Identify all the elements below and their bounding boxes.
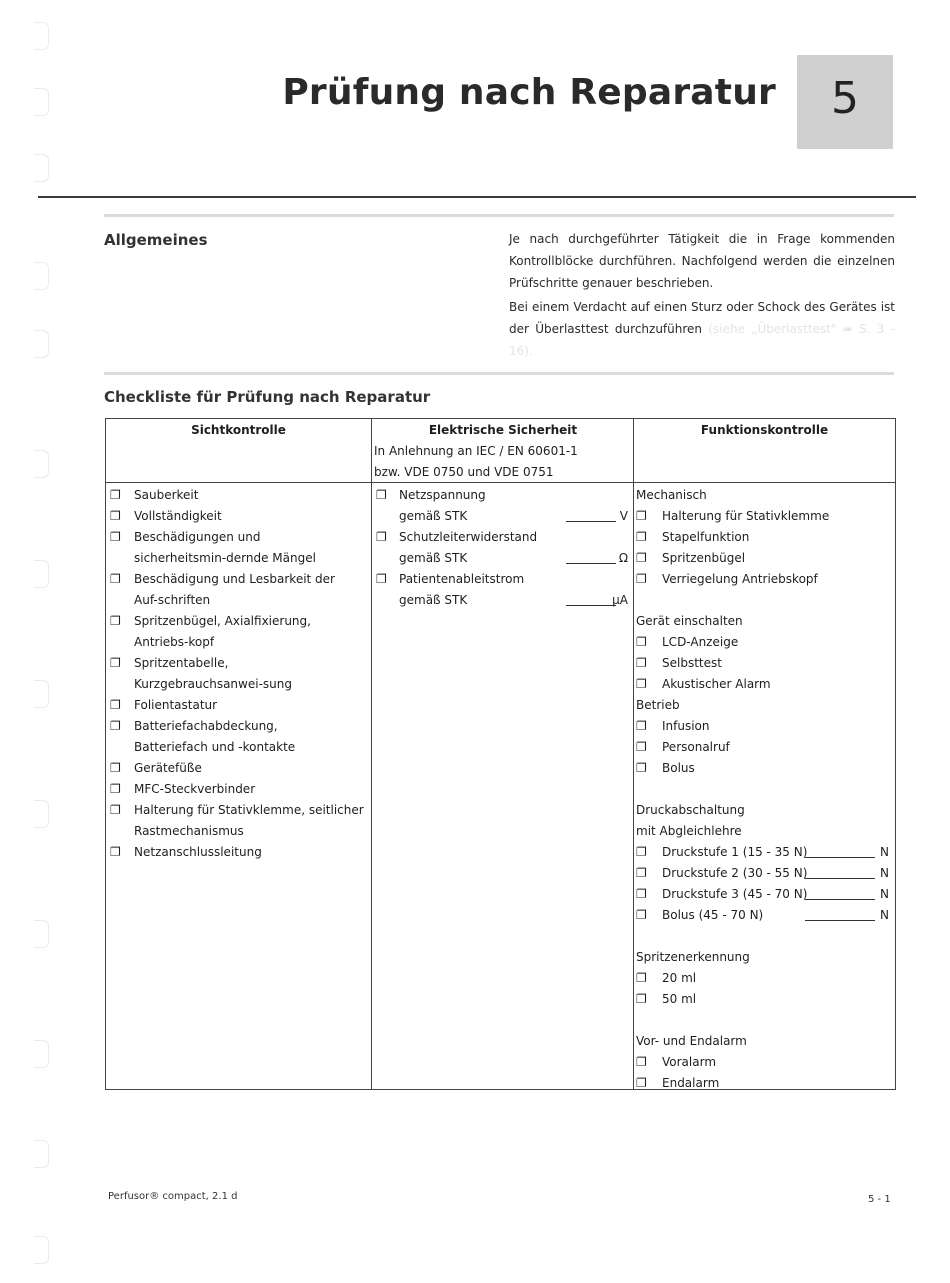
binder-mark: [34, 680, 49, 708]
checkbox[interactable]: ❐: [636, 740, 647, 754]
checklist-item: [634, 842, 895, 863]
unit-label: V: [619, 509, 628, 523]
binder-mark: [34, 560, 49, 588]
column-title: Funktionskontrolle: [700, 423, 829, 437]
item-label: Halterung für Stativklemme: [662, 509, 830, 523]
item-label: Bolus: [662, 761, 695, 775]
item-label: Spritzentabelle, Kurzgebrauchsanwei-sung: [134, 656, 292, 691]
item-label: Spritzenbügel: [662, 551, 746, 565]
item-label: Gerätefüße: [134, 761, 202, 775]
column-subtitle: In Anlehnung an IEC / EN 60601-1: [374, 444, 578, 458]
checklist-item: [372, 527, 634, 548]
group-label: Betrieb: [636, 698, 680, 712]
chapter-number: 5: [831, 73, 859, 124]
checklist-item: [634, 989, 895, 1010]
checklist-item: [634, 968, 895, 989]
group-label: Vor- und Endalarm: [636, 1034, 747, 1048]
item-label: Endalarm: [662, 1076, 720, 1090]
checkbox[interactable]: ❐: [636, 656, 647, 670]
section-divider: [104, 372, 894, 375]
checkbox[interactable]: ❐: [110, 719, 121, 733]
checklist-item: [634, 674, 895, 695]
checkbox[interactable]: ❐: [110, 803, 121, 817]
checklist-item: [634, 758, 895, 779]
item-label: Druckstufe 2 (30 - 55 N): [662, 866, 808, 880]
checklist-item: [106, 842, 371, 863]
checkbox[interactable]: ❐: [110, 572, 121, 586]
measurement-row: [372, 548, 634, 569]
checklist-item: [106, 506, 371, 527]
unit-label: µA: [612, 593, 628, 607]
item-label: Vollständigkeit: [134, 509, 222, 523]
measurement-row: [372, 590, 634, 611]
binder-mark: [34, 920, 49, 948]
checklist-item: [634, 905, 895, 926]
item-sublabel: gemäß STK: [399, 551, 468, 565]
checkbox[interactable]: ❐: [636, 761, 647, 775]
binder-mark: [34, 154, 49, 182]
checklist-item: [372, 485, 634, 506]
item-label: Sauberkeit: [134, 488, 199, 502]
checklist-item: [634, 632, 895, 653]
measurement-field[interactable]: [805, 842, 875, 858]
column-header: [372, 419, 634, 483]
item-label: Patientenableitstrom: [399, 572, 525, 586]
group-label: mit Abgleichlehre: [636, 824, 742, 838]
checkbox[interactable]: ❐: [636, 635, 647, 649]
checklist-table: [105, 418, 896, 1090]
column-funktionskontrolle: [633, 419, 895, 1089]
item-label: Druckstufe 3 (45 - 70 N): [662, 887, 808, 901]
page-title: Prüfung nach Reparatur: [282, 72, 776, 113]
checkbox[interactable]: ❐: [110, 488, 121, 502]
checkbox[interactable]: ❐: [636, 1076, 647, 1090]
checklist-item: [106, 716, 371, 758]
measurement-field[interactable]: [566, 548, 616, 564]
checkbox[interactable]: ❐: [376, 488, 387, 502]
intro-paragraph: [509, 296, 895, 362]
checklist-item: [634, 548, 895, 569]
binder-mark: [34, 1140, 49, 1168]
item-label: MFC-Steckverbinder: [134, 782, 256, 796]
checklist-item: [634, 884, 895, 905]
checklist-item: [634, 569, 895, 590]
item-label: Bolus (45 - 70 N): [662, 908, 764, 922]
checkbox[interactable]: ❐: [110, 509, 121, 523]
checklist-item: [106, 779, 371, 800]
checkbox[interactable]: ❐: [110, 698, 121, 712]
group-label: Spritzenerkennung: [636, 950, 750, 964]
footer-product: Perfusor® compact, 2.1 d: [108, 1191, 238, 1202]
measurement-field[interactable]: [805, 884, 875, 900]
item-label: Akustischer Alarm: [662, 677, 771, 691]
checklist-item: [106, 527, 371, 569]
item-sublabel: gemäß STK: [399, 509, 468, 523]
measurement-row: [372, 506, 634, 527]
checkbox[interactable]: ❐: [110, 845, 121, 859]
checklist-item: [106, 800, 371, 842]
unit-label: N: [880, 908, 889, 922]
section-divider: [104, 214, 894, 217]
column-sichtkontrolle: [106, 419, 371, 1089]
column-title: Sichtkontrolle: [191, 423, 286, 437]
checklist-item: [106, 569, 371, 611]
checklist-item: [634, 716, 895, 737]
checklist-item: [106, 611, 371, 653]
binder-mark: [34, 330, 49, 358]
item-label: Selbsttest: [662, 656, 722, 670]
item-label: Beschädigung und Lesbarkeit der Auf-schriften: [134, 572, 335, 607]
checklist-item: [634, 1052, 895, 1073]
item-label: Verriegelung Antriebskopf: [662, 572, 818, 586]
group-label: Gerät einschalten: [636, 614, 743, 628]
measurement-field[interactable]: [566, 506, 616, 522]
item-label: 50 ml: [662, 992, 697, 1006]
item-label: Beschädigungen und sicherheitsmin-dernde Mängel: [134, 530, 316, 565]
checkbox[interactable]: ❐: [110, 530, 121, 544]
intro-paragraph: Je nach durchgeführter Tätigkeit die in Frage kommenden Kontrollblöcke durchführen. Nachfolgend werden die einzelnen Prüfschritte genauer beschrieben.: [509, 232, 895, 290]
checkbox[interactable]: ❐: [376, 572, 387, 586]
checklist-item: [106, 485, 371, 506]
page-number: 5 - 1: [868, 1194, 891, 1205]
item-label: 20 ml: [662, 971, 697, 985]
column-header: [106, 419, 371, 483]
binder-mark: [34, 1040, 49, 1068]
unit-label: N: [880, 866, 889, 880]
column-header: [634, 419, 895, 483]
checkbox[interactable]: ❐: [636, 719, 647, 733]
checklist-item: [634, 1073, 895, 1094]
checklist-item: [634, 863, 895, 884]
item-label: Voralarm: [662, 1055, 717, 1069]
checkbox[interactable]: ❐: [636, 1055, 647, 1069]
intro-text: [509, 228, 895, 364]
checkbox[interactable]: ❐: [636, 866, 647, 880]
checkbox[interactable]: ❐: [636, 887, 647, 901]
item-label: Schutzleiterwiderstand: [399, 530, 538, 544]
checklist-item: [634, 506, 895, 527]
checklist-item: [106, 758, 371, 779]
header-rule: [38, 196, 916, 198]
checkbox[interactable]: ❐: [636, 971, 647, 985]
checkbox[interactable]: ❐: [636, 509, 647, 523]
checkbox[interactable]: ❐: [110, 656, 121, 670]
checkbox[interactable]: ❐: [636, 572, 647, 586]
item-label: LCD-Anzeige: [662, 635, 739, 649]
checklist-item: [634, 737, 895, 758]
checkbox[interactable]: ❐: [636, 908, 647, 922]
checkbox[interactable]: ❐: [110, 761, 121, 775]
item-label: Druckstufe 1 (15 - 35 N): [662, 845, 808, 859]
checklist-item: [106, 695, 371, 716]
item-label: Batteriefachabdeckung, Batteriefach und -kontakte: [134, 719, 296, 754]
item-label: Netzspannung: [399, 488, 486, 502]
item-sublabel: gemäß STK: [399, 593, 468, 607]
item-label: Halterung für Stativklemme, seitlicher Rastmechanismus: [134, 803, 364, 838]
binder-mark: [34, 800, 49, 828]
binder-mark: [34, 450, 49, 478]
group-label: Mechanisch: [636, 488, 707, 502]
measurement-field[interactable]: [805, 863, 875, 879]
column-elektrische-sicherheit: [371, 419, 634, 1089]
cross-reference: (siehe „Überlasttest" ➠ S. 3 - 16).: [509, 322, 895, 358]
checklist-item: [634, 527, 895, 548]
intro-text-main: Bei einem Verdacht auf einen Sturz oder Schock des Gerätes ist der Überlasttest durchzuführen: [509, 300, 895, 336]
unit-label: Ω: [618, 551, 628, 565]
chapter-badge: [797, 55, 893, 149]
binder-mark: [34, 1236, 49, 1264]
item-label: Personalruf: [662, 740, 730, 754]
unit-label: N: [880, 887, 889, 901]
checkbox[interactable]: ❐: [636, 992, 647, 1006]
section-heading-checkliste: Checkliste für Prüfung nach Reparatur: [104, 388, 431, 406]
checklist-item: [106, 653, 371, 695]
column-subtitle: bzw. VDE 0750 und VDE 0751: [374, 465, 554, 479]
item-label: Infusion: [662, 719, 710, 733]
checkbox[interactable]: ❐: [636, 845, 647, 859]
section-heading-allgemeines: Allgemeines: [104, 231, 208, 249]
checklist-item: [372, 569, 634, 590]
binder-mark: [34, 22, 49, 50]
unit-label: N: [880, 845, 889, 859]
checkbox[interactable]: ❐: [110, 614, 121, 628]
measurement-field[interactable]: [805, 905, 875, 921]
item-label: Netzanschlussleitung: [134, 845, 262, 859]
group-label: Druckabschaltung: [636, 803, 745, 817]
item-label: Spritzenbügel, Axialfixierung, Antriebs-kopf: [134, 614, 311, 649]
checkbox[interactable]: ❐: [636, 530, 647, 544]
checkbox[interactable]: ❐: [376, 530, 387, 544]
checkbox[interactable]: ❐: [636, 677, 647, 691]
checkbox[interactable]: ❐: [636, 551, 647, 565]
item-label: Stapelfunktion: [662, 530, 750, 544]
measurement-field[interactable]: [566, 590, 616, 606]
binder-mark: [34, 262, 49, 290]
binder-mark: [34, 88, 49, 116]
checklist-item: [634, 653, 895, 674]
checkbox[interactable]: ❐: [110, 782, 121, 796]
item-label: Folientastatur: [134, 698, 218, 712]
column-title: Elektrische Sicherheit: [428, 423, 578, 437]
